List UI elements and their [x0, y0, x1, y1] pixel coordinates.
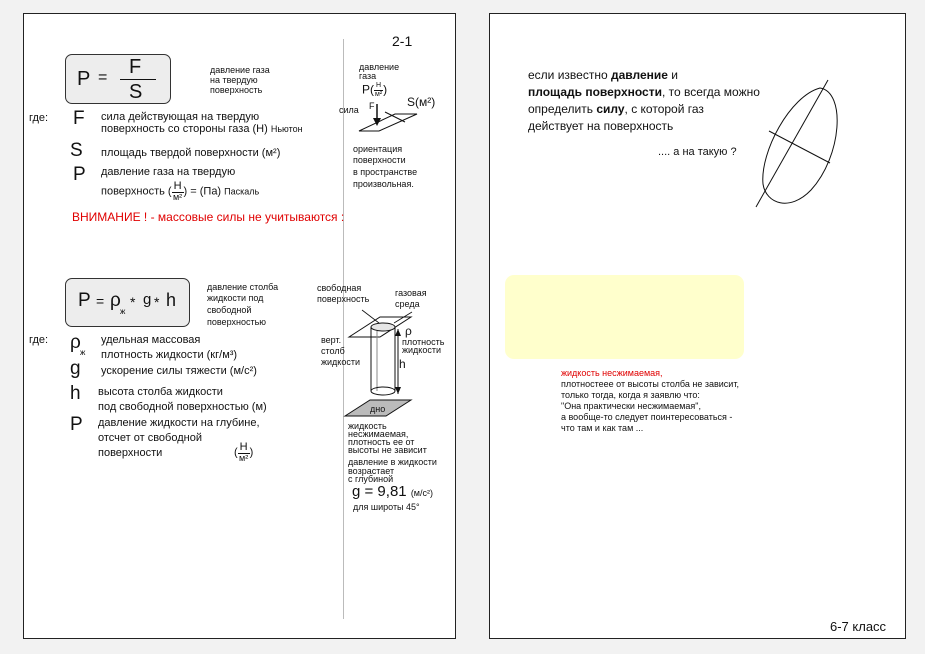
- intro-bold-run: площадь поверхности: [528, 85, 662, 99]
- def-f-line1: сила действующая на твердую: [101, 111, 260, 123]
- g-value-text: g = 9,81: [352, 483, 407, 500]
- def-rho-line2: плотность жидкости (кг/м³): [101, 349, 238, 361]
- def-f-line2-text: поверхность со стороны газа (Н): [101, 123, 268, 135]
- vertical-column-2: столб: [321, 346, 345, 356]
- curved-surface-drawing: [490, 14, 907, 314]
- formula1-caption-3: поверхность: [210, 85, 263, 95]
- def-p2-line1: давление жидкости на глубине,: [98, 417, 260, 429]
- def-g-line1: ускорение силы тяжести (м/с²): [101, 365, 257, 377]
- formula2-caption-4: поверхностью: [207, 317, 267, 327]
- formula2-eq: =: [96, 293, 105, 309]
- formula-denominator: S: [129, 81, 143, 103]
- question-text: .... а на такую ?: [658, 146, 737, 158]
- column-bottom: [371, 387, 395, 395]
- intro-run: , с которой газ: [624, 102, 704, 116]
- frac-num: Н: [173, 180, 182, 192]
- formula-eq: =: [98, 69, 108, 86]
- height-arrow-top: [395, 329, 401, 336]
- frac2-num: Н: [239, 441, 248, 453]
- def-symbol-h: h: [70, 383, 81, 404]
- formula2-star1: *: [130, 294, 136, 310]
- def-h-line2: под свободной поверхностью (м): [98, 401, 267, 413]
- orientation-3: в пространстве: [353, 167, 418, 177]
- grade-footer: 6-7 класс: [830, 619, 887, 634]
- intro-run: если известно: [528, 68, 611, 82]
- where-label-2: где:: [29, 334, 49, 346]
- rho-label: ρ: [405, 324, 412, 338]
- orientation-4: произвольная.: [353, 179, 414, 189]
- intro-run: определить: [528, 102, 597, 116]
- def-p2-line3: поверхности: [98, 447, 163, 459]
- formula-numerator: F: [129, 56, 142, 78]
- force-label: сила: [339, 105, 359, 115]
- highlight-box: [505, 275, 744, 359]
- pressure-grows-2: возрастает: [348, 466, 395, 476]
- formula2-caption-1: давление столба: [207, 282, 279, 292]
- surface-cross-line: [769, 131, 830, 163]
- def-s-line1: площадь твердой поверхности (м²): [101, 147, 281, 159]
- def-symbol-rho: ρ: [70, 332, 81, 353]
- bottom-label: дно: [370, 404, 386, 414]
- def-rho-line1: удельная массовая: [101, 334, 201, 346]
- note-line-4: а вообще-то следует поинтересоваться -: [561, 412, 733, 422]
- intro-run: и: [667, 68, 678, 82]
- def-symbol-p2: P: [70, 414, 83, 435]
- free-surface-1: свободная: [317, 283, 362, 293]
- formula2-caption-3: свободной: [207, 305, 252, 315]
- intro-bold-run: давление: [610, 68, 668, 82]
- formula2-caption-2: жидкости под: [207, 293, 264, 303]
- intro-bold-run: силу: [596, 102, 625, 116]
- right-page: [489, 13, 906, 639]
- free-surface-2: поверхность: [317, 294, 370, 304]
- frac-den: м²: [172, 192, 183, 203]
- force-f-label: F: [369, 101, 375, 111]
- incompressible-4: высоты не зависит: [348, 445, 427, 455]
- def-symbol-p: P: [73, 164, 86, 185]
- newton-note: Ньютон: [270, 124, 303, 134]
- column-top: [371, 323, 395, 331]
- intro-run: действует на поверхность: [528, 119, 674, 133]
- pascal-note: Паскаль: [224, 186, 260, 197]
- def-p-line2-text: поверхность (: [101, 185, 172, 198]
- pressure-grows-1: давление в жидкости: [348, 457, 437, 467]
- note-line-2: только тогда, когда я заявлю что:: [561, 390, 700, 400]
- incompressible-2: несжимаемая,: [348, 429, 409, 439]
- pressure-grows-3: с глубиной: [348, 474, 394, 484]
- intro-run: , то всегда можно: [661, 85, 760, 99]
- h-label: h: [399, 357, 406, 371]
- frac2-den: м²: [239, 453, 249, 464]
- surface-s-label: S(м²): [407, 95, 436, 109]
- def-h-line1: высота столба жидкости: [98, 386, 223, 398]
- orientation-2: поверхности: [353, 155, 406, 165]
- diagram1-title-1: давление: [359, 62, 400, 72]
- formula2-p: P: [78, 290, 91, 311]
- gas-medium-2: среда: [395, 299, 420, 309]
- incompressible-3: плотность ее от: [348, 437, 415, 447]
- latitude-note: для широты 45°: [353, 502, 420, 512]
- formula1-caption-2: на твердую: [210, 75, 258, 85]
- def-p-tail: ) = (Па): [183, 185, 222, 198]
- p-label-text: P(: [362, 82, 374, 97]
- incompressible-1: жидкость: [348, 421, 387, 431]
- formula2-g: g: [143, 291, 152, 308]
- def-p2-unit: ( $\frac{Н}{\text{м²}}$ ): [234, 441, 254, 464]
- free-surface-pointer: [362, 310, 379, 323]
- warning-text: ВНИМАНИЕ ! - массовые силы не учитываются :: [72, 210, 345, 224]
- left-page: [23, 13, 456, 639]
- def-symbol-s: S: [70, 140, 83, 161]
- density-label-1: плотность: [402, 337, 445, 347]
- density-label-2: жидкости: [402, 345, 441, 355]
- p-num: Н: [376, 82, 382, 89]
- where-label-1: где:: [29, 112, 49, 124]
- page-number: 2-1: [392, 33, 413, 49]
- g-value: [352, 484, 433, 501]
- vertical-column-3: жидкости: [321, 357, 360, 367]
- formula2-rho: ρ: [110, 290, 121, 311]
- height-arrow-bottom: [395, 387, 401, 394]
- formula1-caption-1: давление газа: [210, 65, 270, 75]
- def-p2-line2: отсчет от свободной: [98, 432, 202, 444]
- formula-p: P: [77, 68, 91, 90]
- column-diagram: [24, 14, 457, 640]
- formula2-h: h: [166, 290, 177, 310]
- orientation-1: ориентация: [353, 144, 403, 154]
- curved-surface-outline: [763, 88, 837, 203]
- def-p-line1: давление газа на твердую: [101, 166, 236, 178]
- def-symbol-g: g: [70, 358, 81, 379]
- note-line-1: плотностеее от высоты столба не зависит,: [561, 379, 739, 389]
- formula2-star2: *: [154, 294, 160, 310]
- vertical-column-1: верт.: [321, 335, 342, 345]
- note-red: жидкость несжимаемая,: [561, 368, 663, 378]
- formula2-rho-sub: ж: [120, 307, 126, 316]
- note-line-5: что там и как там ...: [561, 423, 644, 433]
- def-symbol-f: F: [73, 108, 85, 129]
- def-symbol-rho-sub: ж: [80, 348, 86, 357]
- p-den: м²: [374, 90, 383, 98]
- p-close: ): [383, 82, 388, 97]
- gas-medium-1: газовая: [395, 288, 427, 298]
- note-line-3: "Она практически несжимаемая",: [561, 401, 701, 411]
- g-unit: (м/с²): [410, 488, 433, 498]
- diagram1-title-2: газа: [359, 71, 377, 81]
